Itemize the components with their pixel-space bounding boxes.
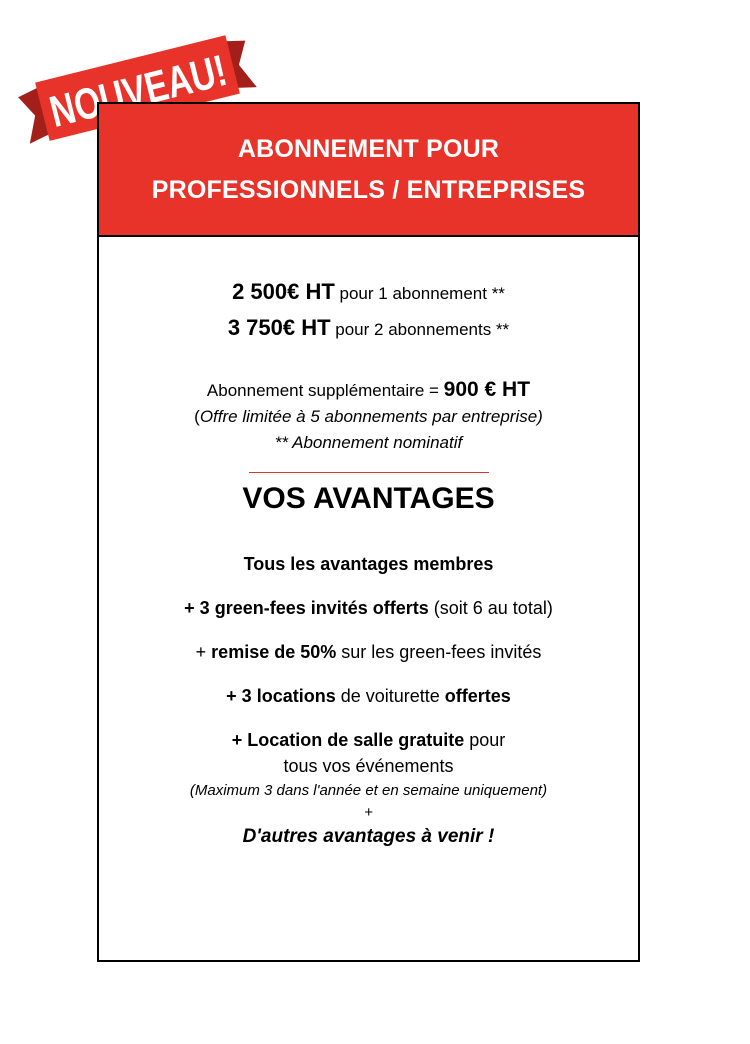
price-desc: pour 1 abonnement ** [334, 284, 505, 303]
limit-note: (Offre limitée à 5 abonnements par entreprise) [194, 407, 543, 426]
card-body [99, 237, 638, 851]
price-line [99, 311, 638, 347]
subscription-card [97, 102, 640, 962]
extra-label: Abonnement supplémentaire = [206, 381, 444, 400]
price-amount: 2 500€ HT [232, 279, 335, 304]
price-desc: pour 2 abonnements ** [330, 320, 510, 339]
benefit-item: + remise de 50% sur les green-fees invités [195, 642, 542, 662]
card-header [99, 104, 638, 237]
benefit-item: Tous les avantages membres [243, 554, 494, 574]
more-benefits: D'autres avantages à venir ! [242, 826, 495, 847]
benefit-item: + 3 locations de voiturette offertes [226, 686, 511, 706]
price-line [99, 275, 638, 311]
plus-sign: + [364, 804, 373, 821]
benefit-item: + Location de salle gratuite pour tous vos événements [231, 730, 506, 776]
section-divider [249, 472, 489, 473]
extra-price: 900 € HT [443, 378, 531, 401]
header-line-1: ABONNEMENT POUR [237, 134, 500, 163]
badge-label: NOUVEAU! [45, 32, 285, 138]
extra-subscription [99, 377, 638, 404]
fine-print: (Maximum 3 dans l'année et en semaine uniquement) [189, 782, 548, 799]
header-line-2: PROFESSIONNELS / ENTREPRISES [151, 175, 586, 204]
benefit-item: + 3 green-fees invités offerts (soit 6 au total) [184, 598, 553, 618]
nominative-note: ** Abonnement nominatif [274, 433, 463, 452]
price-amount: 3 750€ HT [227, 315, 331, 340]
section-title: VOS AVANTAGES [242, 482, 495, 515]
